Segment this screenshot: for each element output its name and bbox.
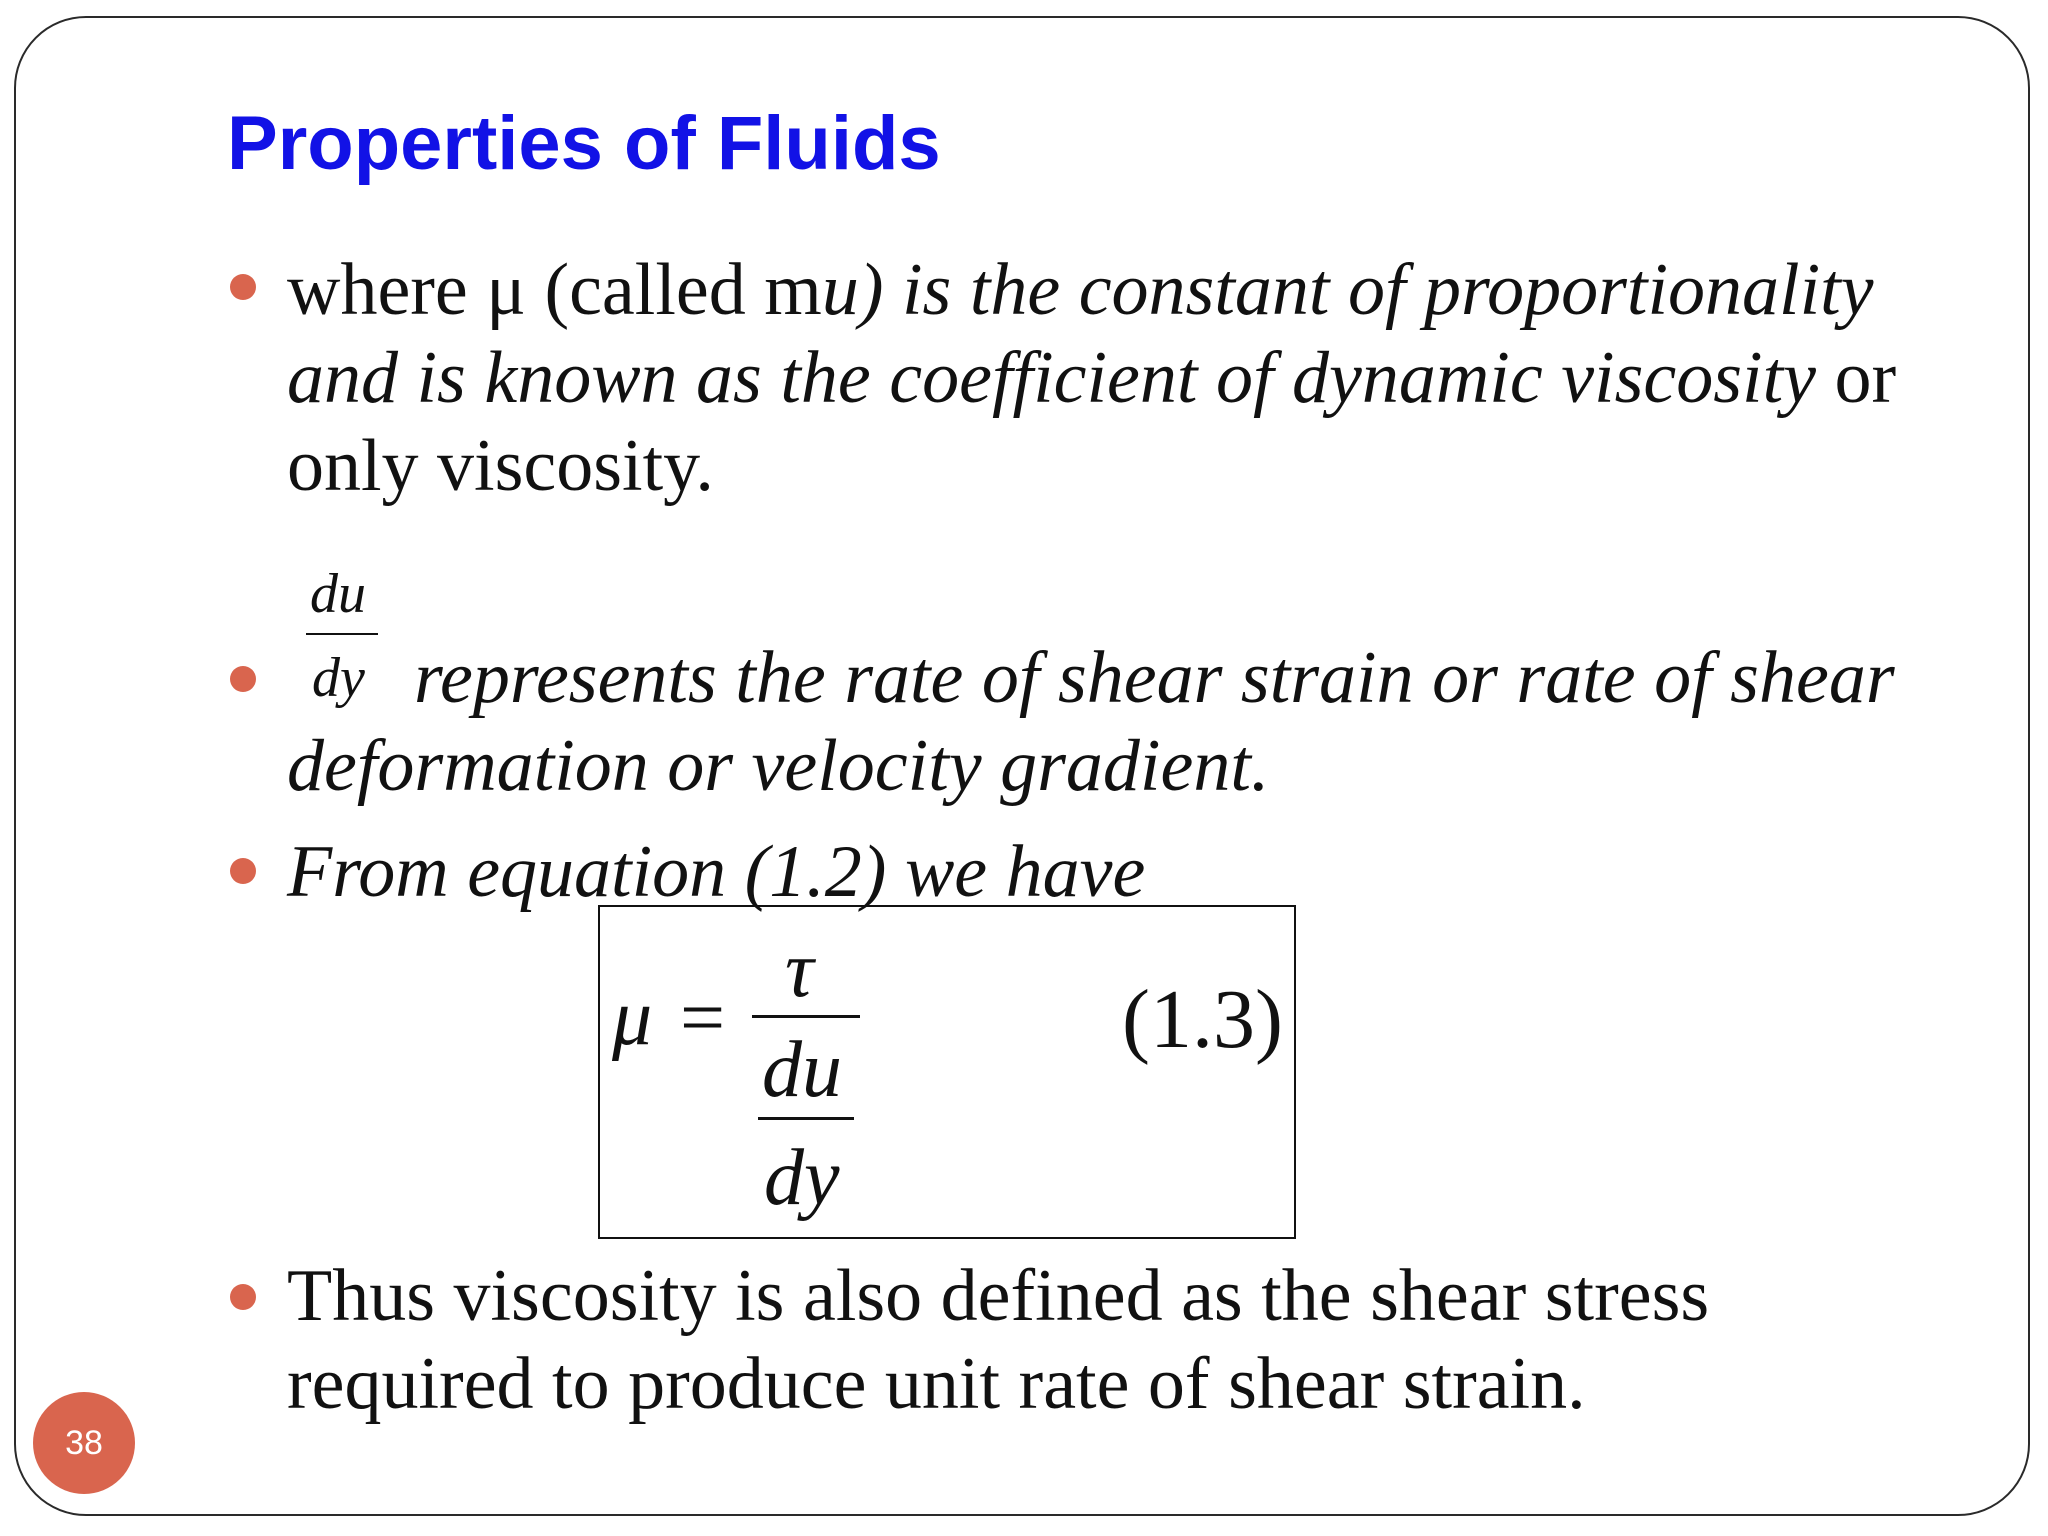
slide-number-badge: 38 [33, 1392, 135, 1494]
bullet-dot [230, 1284, 256, 1310]
bullet-1-line-1-italic: u) is the constant of proportionality [821, 249, 1874, 331]
equation-tau: τ [785, 926, 814, 1014]
bullet-dot [230, 858, 256, 884]
bullet-1-line-1-plain: where μ (called m [287, 249, 822, 331]
bullet-1-line-1 [287, 246, 1874, 334]
equation-inner-fraction-bar [758, 1117, 854, 1120]
equation-du: du [762, 1026, 842, 1114]
bullet-3-line-1: From equation (1.2) we have [287, 831, 1146, 913]
bullet-4-line-2: required to produce unit rate of shear strain. [287, 1343, 1586, 1425]
bullet-1-line-3: only viscosity. [287, 425, 714, 507]
bullet-1-line-2-italic: and is known as the coefficient of dynamic viscosity [287, 337, 1816, 419]
inline-fraction-numerator: du [310, 563, 366, 625]
bullet-dot [230, 666, 256, 692]
equation-main-fraction-bar [752, 1015, 860, 1018]
equation-mu: μ [612, 974, 653, 1062]
bullet-1-line-2-plain: or [1816, 337, 1897, 419]
inline-fraction-bar [306, 633, 378, 635]
equation-box [598, 905, 1296, 1239]
bullet-2-line-1: represents the rate of shear strain or rate of shear [414, 637, 1895, 719]
slide-title: Properties of Fluids [227, 101, 941, 186]
equation-dy: dy [764, 1134, 840, 1222]
equation-label: (1.3) [1122, 973, 1283, 1066]
inline-fraction-denominator: dy [312, 647, 365, 709]
bullet-dot [230, 274, 256, 300]
bullet-4-line-1: Thus viscosity is also defined as the shear stress [287, 1255, 1710, 1337]
bullet-1-line-2 [287, 334, 1896, 422]
equation-equals: = [680, 974, 726, 1062]
bullet-2-line-2: deformation or velocity gradient. [287, 725, 1270, 807]
